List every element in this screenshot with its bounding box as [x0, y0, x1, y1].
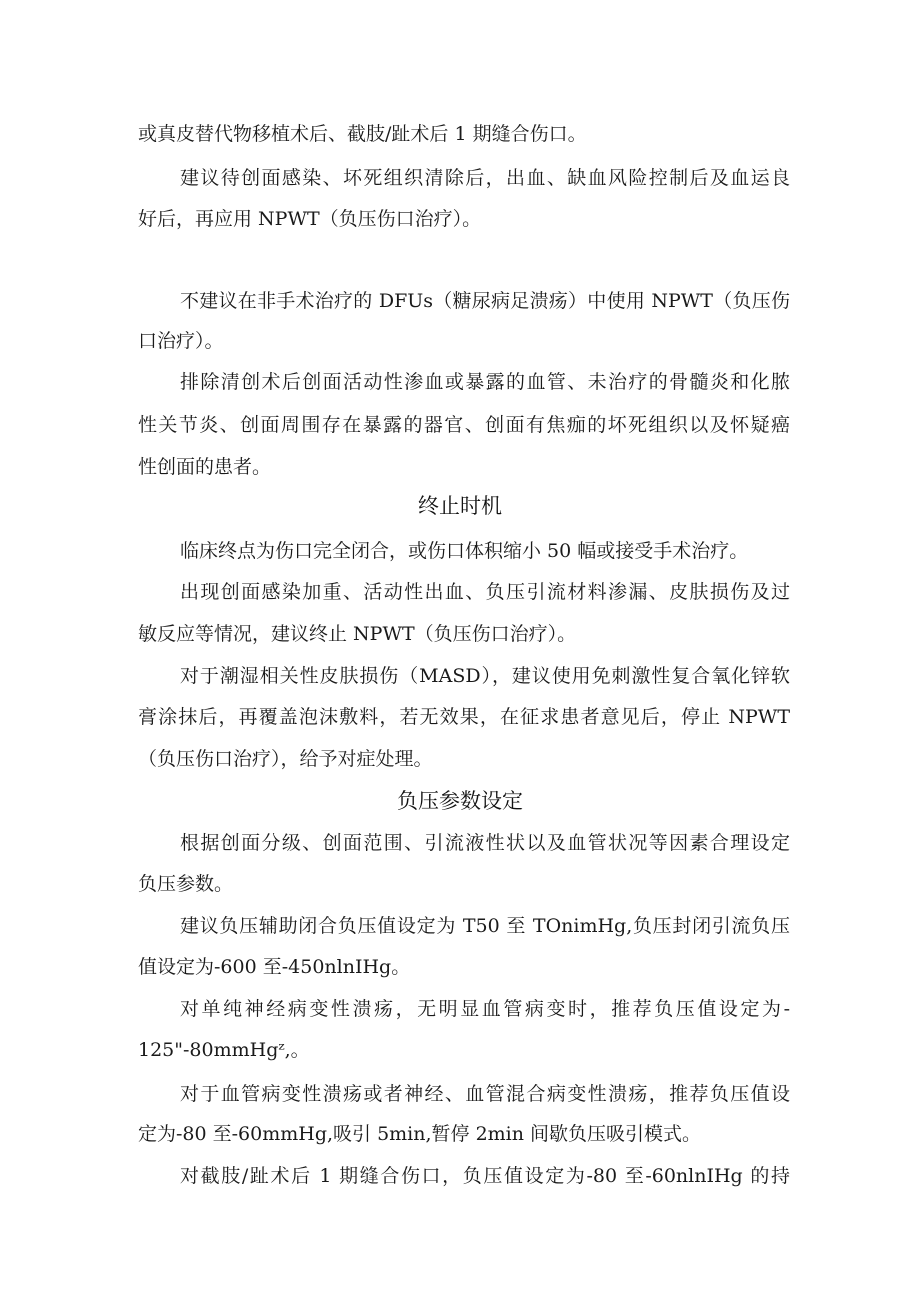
paragraph-line: 定为-80 至-60mmHg,吸引 5min,暂停 2min 间歇负压吸引模式。 — [138, 1123, 702, 1145]
paragraph-line: 或真皮替代物移植术后、截肢/趾术后 1 期缝合伤口。 — [138, 123, 587, 145]
paragraph-line: 好后，再应用 NPWT（负压伤口治疗）。 — [138, 208, 482, 230]
paragraph-line: 膏涂抹后，再覆盖泡沫敷料，若无效果，在征求患者意见后，停止 NPWT — [138, 706, 790, 728]
paragraph-line: 排除清创术后创面活动性渗血或暴露的血管、未治疗的骨髓炎和化脓 — [180, 371, 790, 393]
paragraph-line: 值设定为-600 至-450nlnIHg。 — [138, 956, 411, 978]
paragraph-line: 对于血管病变性溃疡或者神经、血管混合病变性溃疡，推荐负压值设 — [180, 1083, 790, 1105]
paragraph-line: 性创面的患者。 — [138, 456, 272, 478]
paragraph-line: 根据创面分级、创面范围、引流液性状以及血管状况等因素合理设定 — [180, 832, 790, 854]
paragraph-line: 不建议在非手术治疗的 DFUs（糖尿病足溃疡）中使用 NPWT（负压伤 — [180, 290, 790, 312]
section-heading-termination: 终止时机 — [418, 494, 502, 518]
paragraph-line: 建议负压辅助闭合负压值设定为 T50 至 TOnimHg,负压封闭引流负压 — [180, 915, 790, 937]
paragraph-line: 出现创面感染加重、活动性出血、负压引流材料渗漏、皮肤损伤及过 — [180, 581, 790, 603]
paragraph-line: （负压伤口治疗），给予对症处理。 — [138, 748, 433, 770]
paragraph-line: 敏反应等情况，建议终止 NPWT（负压伤口治疗）。 — [138, 623, 577, 645]
paragraph-line: 负压参数。 — [138, 873, 234, 895]
section-heading-negative-pressure-params: 负压参数设定 — [397, 789, 523, 813]
paragraph-line: 性关节炎、创面周围存在暴露的器官、创面有焦痂的坏死组织以及怀疑癌 — [138, 414, 790, 436]
paragraph-line: 对单纯神经病变性溃疡，无明显血管病变时，推荐负压值设定为- — [180, 998, 790, 1020]
paragraph-line: 对于潮湿相关性皮肤损伤（MASD），建议使用免刺激性复合氧化锌软 — [180, 665, 790, 687]
paragraph-line: 建议待创面感染、坏死组织清除后，出血、缺血风险控制后及血运良 — [180, 167, 790, 189]
paragraph-line: 口治疗）。 — [138, 330, 224, 352]
paragraph-line: 临床终点为伤口完全闭合，或伤口体积缩小 50 幅或接受手术治疗。 — [180, 540, 749, 562]
paragraph-line: 对截肢/趾术后 1 期缝合伤口，负压值设定为-80 至-60nlnIHg 的持 — [180, 1165, 790, 1187]
paragraph-line: 125"-80mmHgᶻ,。 — [138, 1039, 310, 1061]
